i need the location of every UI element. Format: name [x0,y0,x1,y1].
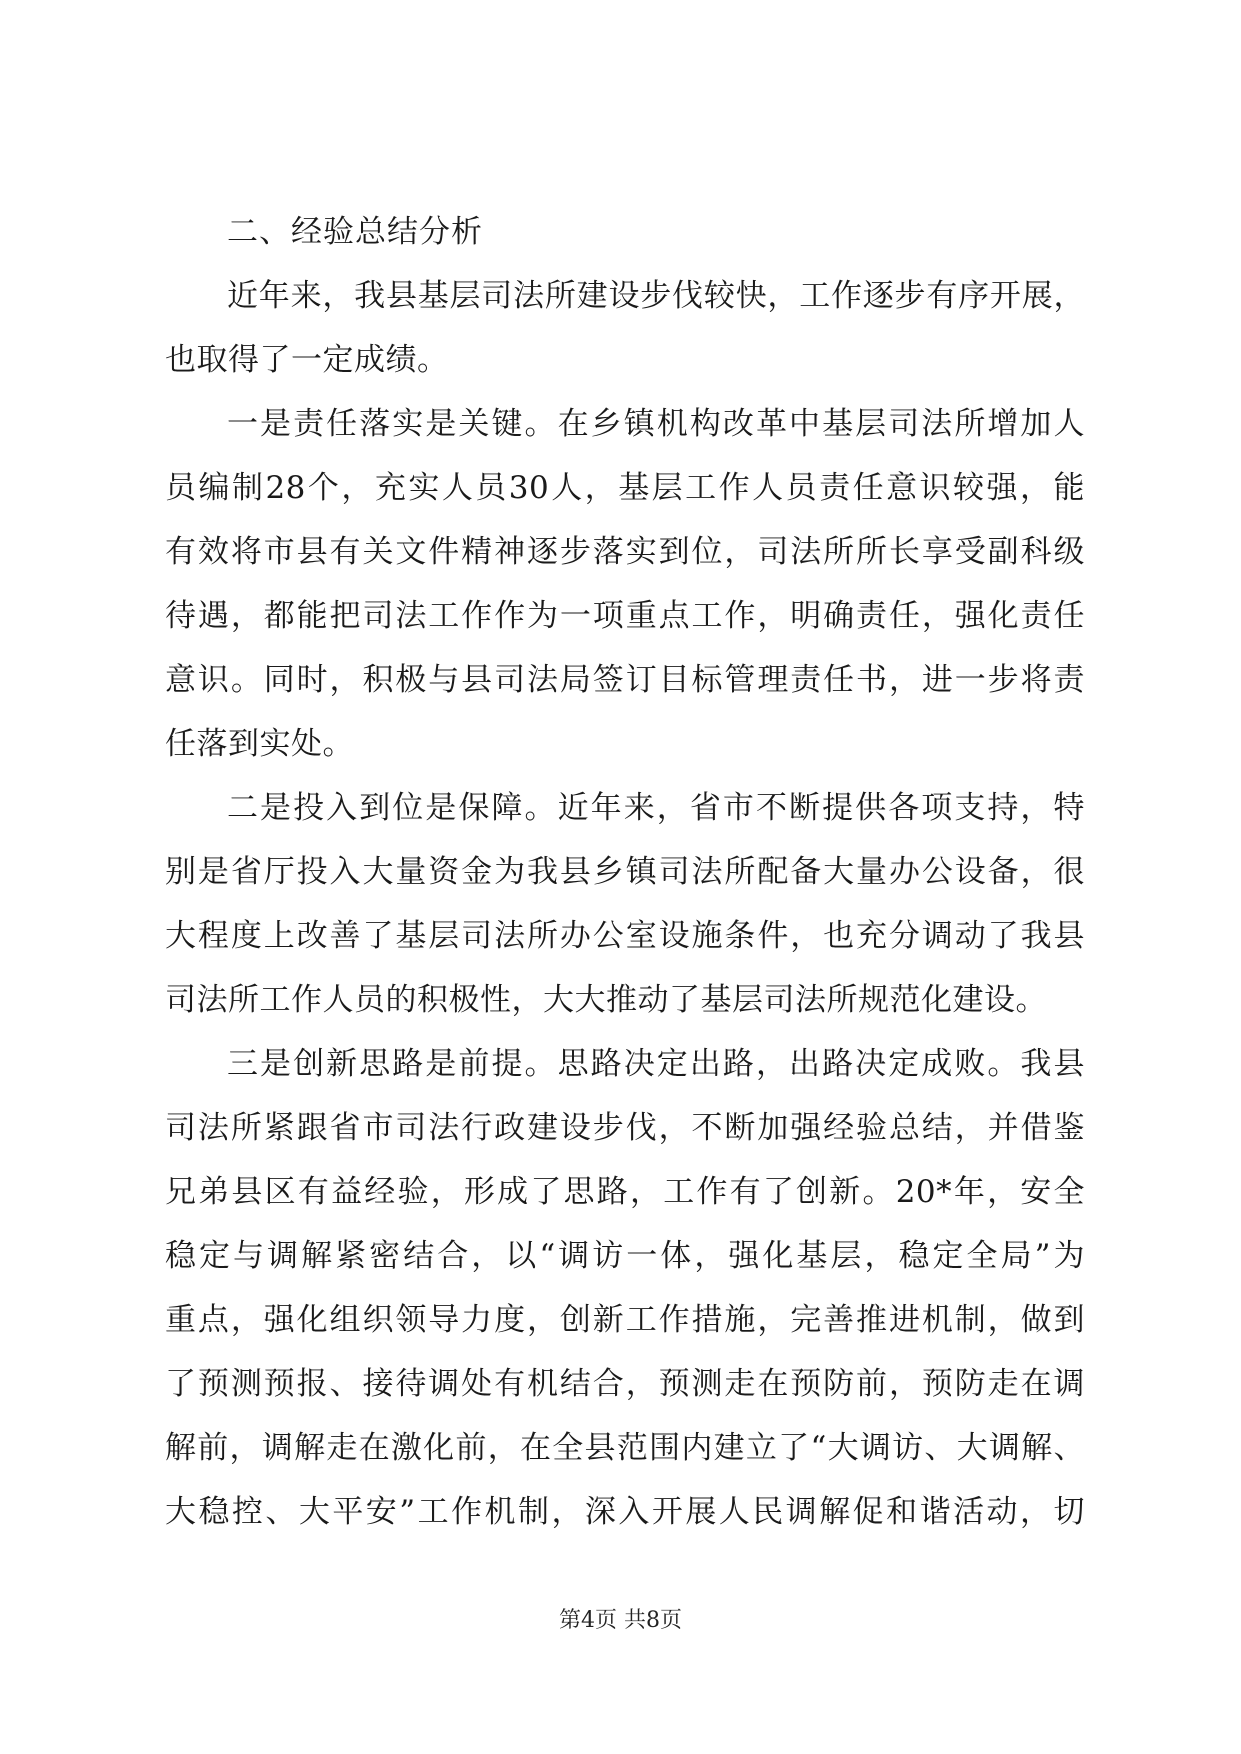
paragraph-line: 意识。同时，积极与县司法局签订目标管理责任书，进一步将责 [165,662,1085,698]
paragraph-investment [165,776,1085,1032]
document-body [165,200,1085,1544]
paragraph-innovation [165,1032,1085,1544]
paragraph-line: 二是投入到位是保障。近年来，省市不断提供各项支持，特 [227,790,1085,826]
paragraph-line: 司法所紧跟省市司法行政建设步伐，不断加强经验总结，并借鉴 [165,1110,1085,1146]
paragraph-line: 别是省厅投入大量资金为我县乡镇司法所配备大量办公设备，很 [165,854,1085,890]
paragraph-line: 员编制28个，充实人员30人，基层工作人员责任意识较强，能 [165,470,1085,506]
paragraph-line: 了预测预报、接待调处有机结合，预测走在预防前，预防走在调 [165,1366,1085,1402]
paragraph-line: 有效将市县有关文件精神逐步落实到位，司法所所长享受副科级 [165,534,1085,570]
paragraph-intro [165,264,1085,392]
section-heading: 二、经验总结分析 [227,214,483,250]
paragraph-line: 解前，调解走在激化前，在全县范围内建立了“大调访、大调解、 [165,1430,1085,1466]
paragraph-line: 司法所工作人员的积极性，大大推动了基层司法所规范化建设。 [165,982,1047,1018]
paragraph-line: 近年来，我县基层司法所建设步伐较快，工作逐步有序开展， [227,278,1085,314]
paragraph-line: 三是创新思路是前提。思路决定出路，出路决定成败。我县 [227,1046,1085,1082]
paragraph-responsibility [165,392,1085,776]
paragraph-line: 一是责任落实是关键。在乡镇机构改革中基层司法所增加人 [227,406,1085,442]
paragraph-line: 待遇，都能把司法工作作为一项重点工作，明确责任，强化责任 [165,598,1085,634]
paragraph-line: 重点，强化组织领导力度，创新工作措施，完善推进机制，做到 [165,1302,1085,1338]
paragraph-line: 稳定与调解紧密结合，以“调访一体，强化基层，稳定全局”为 [165,1238,1085,1274]
paragraph-line: 任落到实处。 [165,726,354,762]
page-number-footer: 第4页 共8页 [559,1608,682,1633]
paragraph-line: 大稳控、大平安”工作机制，深入开展人民调解促和谐活动，切 [165,1494,1085,1530]
paragraph-line: 也取得了一定成绩。 [165,342,449,378]
paragraph-line: 兄弟县区有益经验，形成了思路，工作有了创新。20*年，安全 [165,1174,1085,1210]
paragraph-line: 大程度上改善了基层司法所办公室设施条件，也充分调动了我县 [165,918,1085,954]
